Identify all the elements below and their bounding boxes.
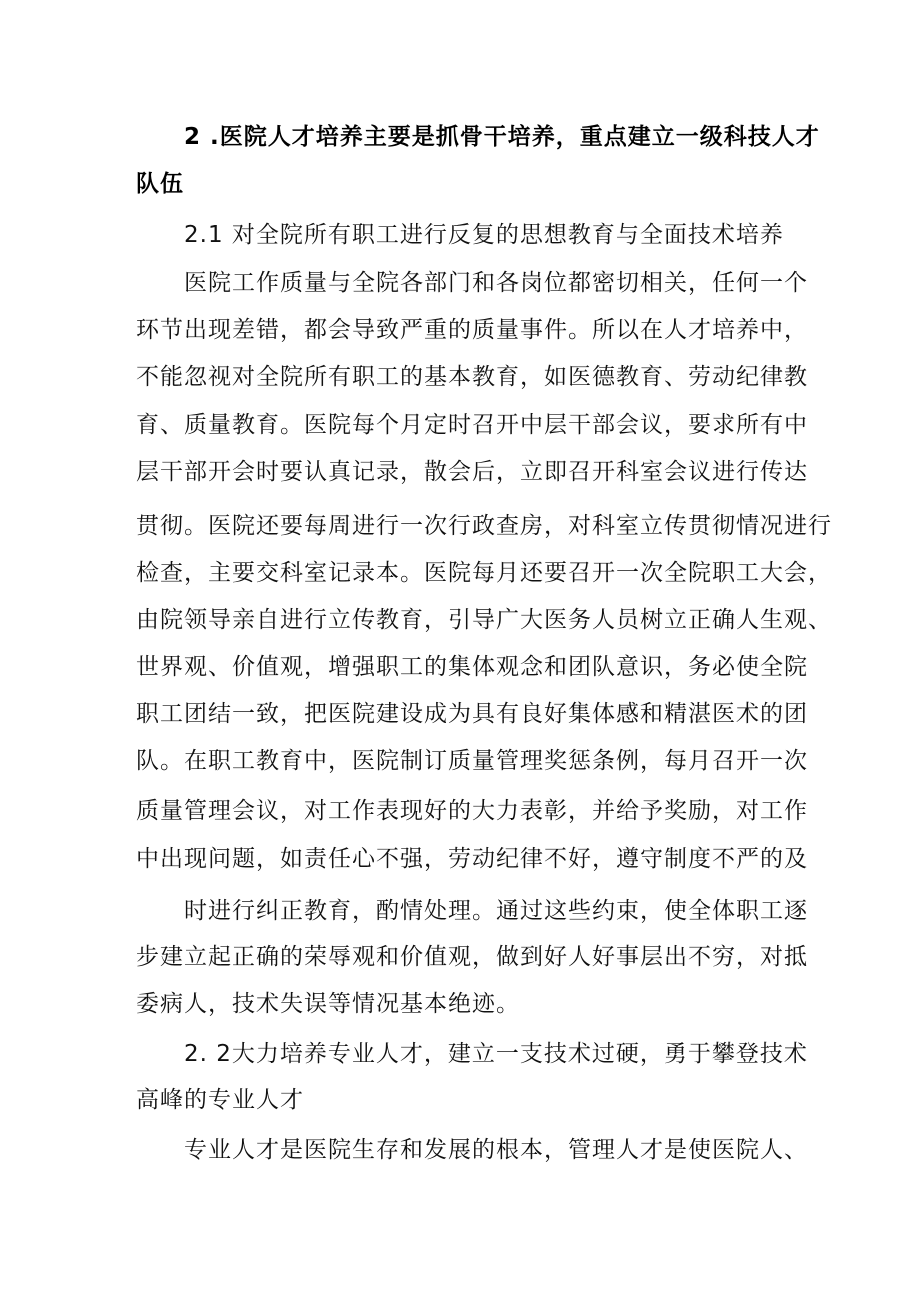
paragraph-1-line-11: 队。在职工教育中，医院制订质量管理奖惩条例，每月召开一次 (136, 748, 808, 774)
subsection-2-2-title-line-1: 2. 2大力培养专业人才，建立一支技术过硬，勇于攀登技术 (184, 1041, 808, 1067)
paragraph-1-line-4: 育、质量教育。医院每个月定时召开中层干部会议，要求所有中 (136, 412, 808, 438)
section-heading-line-1: 2 .医院人才培养主要是抓骨干培养，重点建立一级科技人才 (184, 124, 820, 150)
paragraph-1-line-5: 层干部开会时要认真记录，散会后，立即召开科室会议进行传达 (136, 459, 808, 485)
paragraph-1-line-1: 医院工作质量与全院各部门和各岗位都密切相关，任何一个 (184, 270, 808, 296)
paragraph-1-line-6: 贯彻。医院还要每周进行一次行政查房，对科室立传贯彻情况进行 (136, 513, 832, 539)
paragraph-1-line-8: 由院领导亲自进行立传教育，引导广大医务人员树立正确人生观、 (136, 607, 832, 633)
paragraph-1-line-3: 不能忽视对全院所有职工的基本教育，如医德教育、劳动纪律教 (136, 364, 808, 390)
paragraph-1-line-2: 环节出现差错，都会导致严重的质量事件。所以在人才培养中， (136, 317, 808, 343)
paragraph-1-line-13: 中出现问题，如责任心不强，劳动纪律不好，遵守制度不严的及 (136, 846, 808, 872)
section-heading-line-2: 队伍 (136, 171, 184, 197)
paragraph-2-line-3: 委病人，技术失误等情况基本绝迹。 (136, 991, 520, 1017)
subsection-2-2-title-line-2: 高峰的专业人才 (136, 1087, 304, 1113)
paragraph-1-line-12: 质量管理会议，对工作表现好的大力表彰，并给予奖励，对工作 (136, 798, 808, 824)
paragraph-1-line-10: 职工团结一致，把医院建设成为具有良好集体感和精湛医术的团 (136, 701, 808, 727)
paragraph-3-line-1: 专业人才是医院生存和发展的根本，管理人才是使医院人、 (184, 1137, 808, 1163)
paragraph-2-line-1: 时进行纠正教育，酌情处理。通过这些约束，使全体职工逐 (184, 898, 808, 924)
subsection-2-1-title: 2.1 对全院所有职工进行反复的思想教育与全面技术培养 (184, 222, 784, 248)
paragraph-1-line-7: 检查，主要交科室记录本。医院每月还要召开一次全院职工大会， (136, 560, 832, 586)
paragraph-1-line-9: 世界观、价值观，增强职工的集体观念和团队意识，务必使全院 (136, 654, 808, 680)
paragraph-2-line-2: 步建立起正确的荣辱观和价值观，做到好人好事层出不穷，对抵 (136, 944, 808, 970)
